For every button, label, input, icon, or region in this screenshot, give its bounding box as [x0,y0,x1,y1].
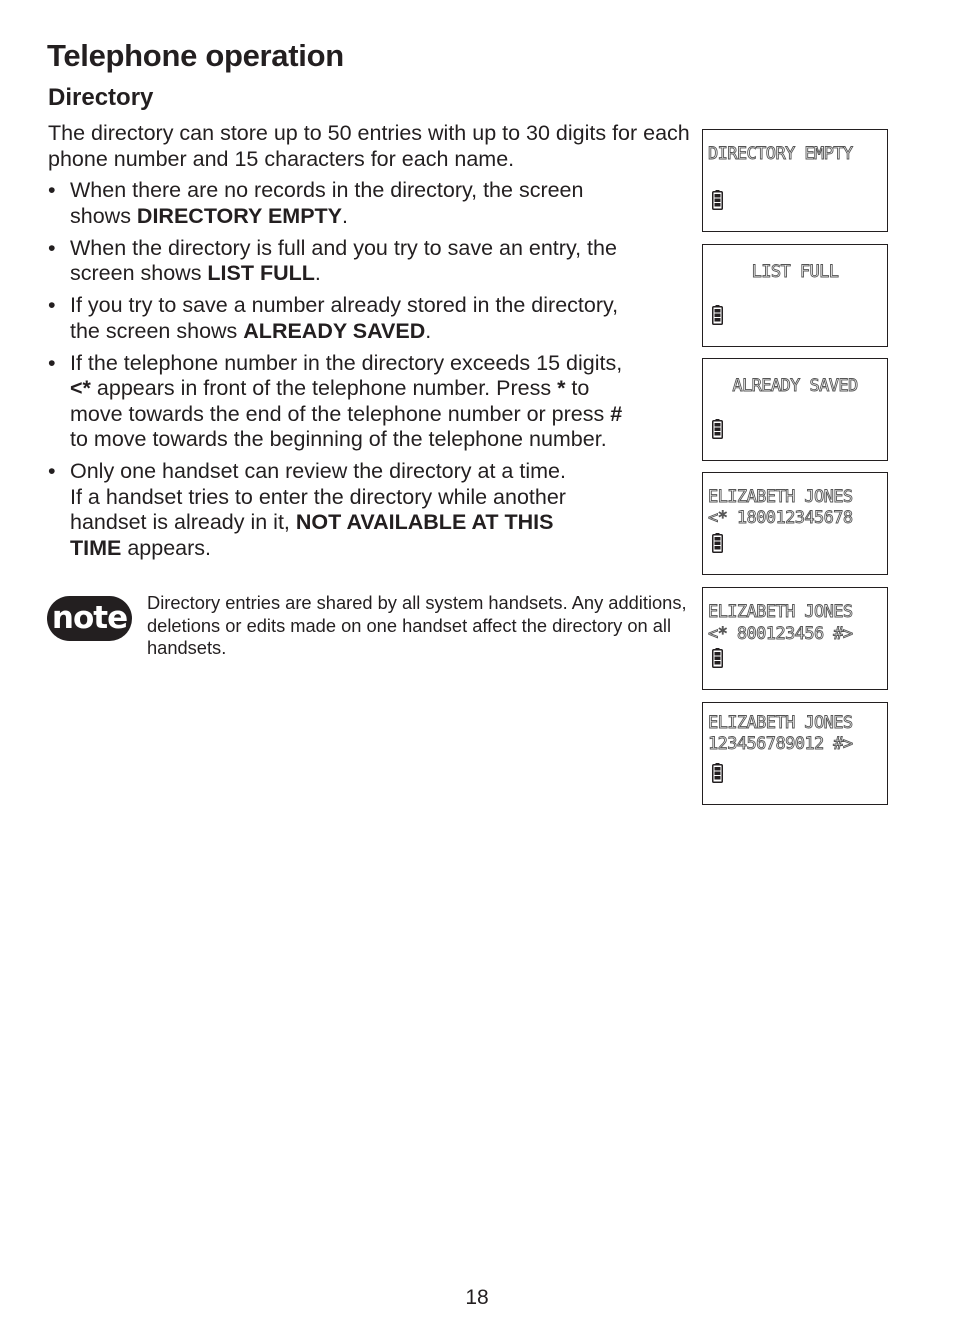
page-number: 18 [465,1286,489,1309]
bullet-one-handset [48,459,693,561]
note-text: Directory entries are shared by all system handsets. Any additions, deletions or edits made on one handset affect the directory on all handsets. [147,592,687,658]
bullet-text: screen shows [70,261,208,285]
lcd-screen-long-number [702,472,888,575]
lcd-line-2: 123456789012 #> [708,734,853,754]
screen-message: DIRECTORY EMPTY [136,203,343,228]
lcd-screen-number-start [702,702,888,805]
lcd-line-1: DIRECTORY EMPTY [708,144,853,164]
bullet-text: to [565,376,590,400]
bullet-already-saved [48,293,693,344]
directory-body [48,121,693,568]
bullet-text: If a handset tries to enter the directory while another [70,484,566,509]
screen-message: ALREADY SAVED [243,318,426,343]
screen-message: LIST FULL [207,261,315,285]
lcd-line-1: ELIZABETH JONES [708,487,853,507]
bullet-text: shows [70,203,137,228]
lcd-screen-already-saved [702,358,888,461]
bullet-text: • When there are no records in the directory, the screen [70,178,584,202]
screen-message: TIME [70,535,122,560]
note-icon: note [47,596,132,641]
lcd-line-2: <* 800123456 #> [708,624,853,644]
battery-icon [712,533,723,553]
page-title: Telephone operation [47,38,344,73]
lcd-line-1: ELIZABETH JONES [708,602,853,622]
scroll-indicator: <* [70,376,91,400]
bullet-list [48,178,693,561]
bullet-text: • When the directory is full and you try to save an entry, the [70,235,617,260]
star-key: * [557,376,566,400]
bullet-text: appears. [121,535,212,560]
bullet-text: • Only one handset can review the directory at a time. [70,459,566,483]
pound-key: # [610,401,623,426]
bullet-text: move towards the end of the telephone number or press [70,401,611,426]
bullet-long-number [48,351,693,453]
lcd-line-2: <* 180012345678 [708,508,853,528]
bullet-text: . [314,261,321,285]
battery-icon [712,305,723,325]
bullet-text: • If you try to save a number already stored in the directory, [70,293,619,317]
bullet-text: to move towards the beginning of the telephone number. [70,427,607,451]
bullet-directory-empty [48,178,693,229]
lcd-screen-list-full [702,244,888,347]
section-title: Directory [48,84,154,111]
lcd-line-1: ALREADY SAVED [732,376,858,396]
bullet-text: . [342,203,348,228]
bullet-text: handset is already in it, [70,510,296,534]
lcd-line-1: ELIZABETH JONES [708,713,853,733]
battery-icon [712,648,723,668]
intro-paragraph: The directory can store up to 50 entries with up to 30 digits for each phone number and 15 characters for each name. [48,121,690,171]
battery-icon [712,190,723,210]
battery-icon [712,419,723,439]
lcd-line-1: LIST FULL [751,262,839,282]
bullet-text: . [425,318,432,343]
lcd-screen-middle-number [702,587,888,690]
bullet-text: • If the telephone number in the directory exceeds 15 digits, [70,350,623,375]
bullet-text: appears in front of the telephone number. Press [90,376,558,400]
bullet-text: the screen shows [70,318,244,343]
bullet-list-full [48,236,693,287]
screen-message: NOT AVAILABLE AT THIS [295,510,554,534]
battery-icon [712,763,723,783]
lcd-screen-directory-empty [702,129,888,232]
